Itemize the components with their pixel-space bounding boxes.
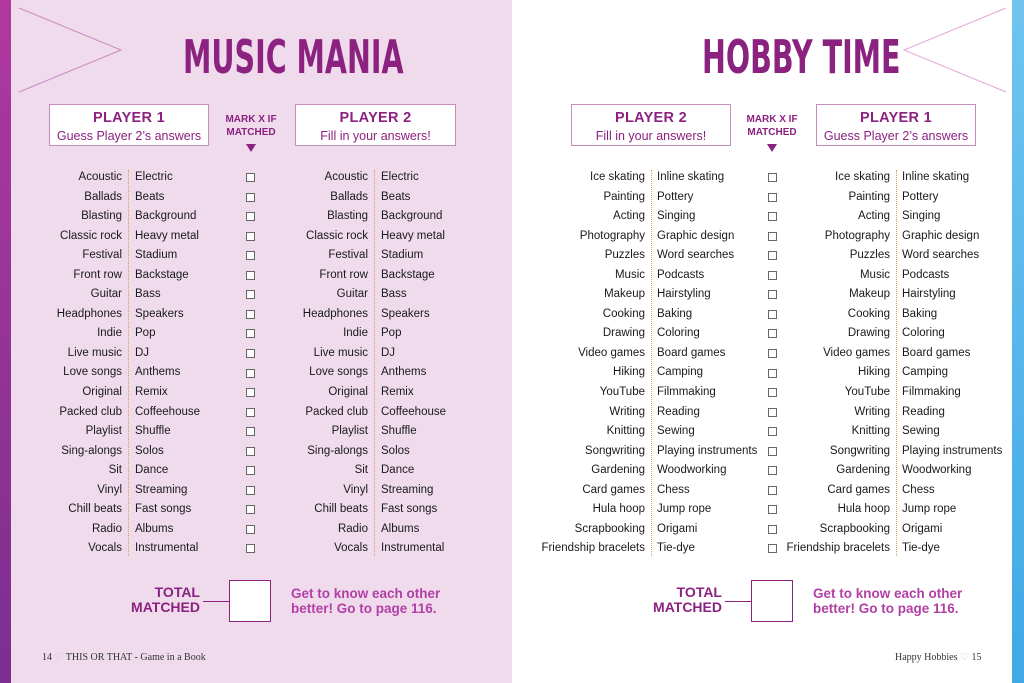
match-checkbox[interactable] <box>246 505 255 514</box>
player-2-right-options <box>381 168 481 559</box>
option-text: Sit <box>108 464 122 477</box>
player-instructions: Guess Player 2’s answers <box>823 129 969 143</box>
option-text: Acting <box>858 210 890 223</box>
match-checkbox[interactable] <box>768 427 777 436</box>
option-text: Vocals <box>334 542 368 555</box>
option-text: Sit <box>354 464 368 477</box>
down-arrow-icon <box>246 144 256 152</box>
option-text: Acting <box>613 210 645 223</box>
option-text: Hula hoop <box>592 503 645 516</box>
option-text: Music <box>614 268 645 281</box>
mark-x-instruction <box>221 113 281 152</box>
option-text: Original <box>328 386 368 399</box>
player-heading: PLAYER 2 <box>615 110 687 126</box>
match-checkbox[interactable] <box>246 212 255 221</box>
player-1-right-options <box>902 168 1012 559</box>
option-divider <box>896 170 897 556</box>
page-reference-note <box>291 586 440 616</box>
option-text: Festival <box>328 249 368 262</box>
option-text: Photography <box>579 229 645 242</box>
option-text: Inline skating <box>657 171 725 183</box>
option-text: Live music <box>313 346 368 359</box>
option-text: Vinyl <box>343 483 368 496</box>
match-checkbox[interactable] <box>768 290 777 299</box>
option-text: Acoustic <box>78 171 122 183</box>
option-text: Guitar <box>90 288 122 301</box>
total-matched-box[interactable] <box>751 580 793 622</box>
mark-line-2: MATCHED <box>226 127 276 138</box>
page-reference-note <box>813 586 962 616</box>
match-checkbox[interactable] <box>246 290 255 299</box>
match-checkbox[interactable] <box>246 544 255 553</box>
match-checkbox[interactable] <box>768 447 777 456</box>
match-checkbox[interactable] <box>768 232 777 241</box>
option-text: Singing <box>657 210 696 223</box>
match-checkbox[interactable] <box>768 271 777 280</box>
right-page <box>512 0 1024 683</box>
option-text: Writing <box>609 405 645 418</box>
option-text: Podcasts <box>657 268 705 281</box>
option-text: Music <box>859 268 890 281</box>
option-text: Camping <box>902 366 949 379</box>
option-text: Coffeehouse <box>381 405 447 418</box>
total-line-1: TOTAL <box>154 584 200 600</box>
option-text: Fast songs <box>135 503 192 516</box>
option-text: Remix <box>381 386 414 399</box>
option-text: Anthems <box>381 366 427 379</box>
option-text: Card games <box>582 483 645 496</box>
option-text: Sewing <box>902 425 940 438</box>
option-text: Word searches <box>657 249 735 262</box>
option-text: Shuffle <box>135 425 171 438</box>
player-1-left-options <box>777 168 890 559</box>
option-text: Solos <box>381 444 410 457</box>
left-page-edge <box>0 0 11 683</box>
option-text: Knitting <box>851 425 890 438</box>
total-matched-label <box>632 585 722 615</box>
option-text: Video games <box>823 346 890 359</box>
pennant-decoration-right <box>899 0 1014 100</box>
option-text: Tie-dye <box>902 542 940 555</box>
total-matched-label <box>110 585 200 615</box>
option-text: Indie <box>97 327 122 340</box>
option-text: Word searches <box>902 249 980 262</box>
player-2-box <box>295 104 456 146</box>
option-text: Pop <box>135 327 156 340</box>
option-text: Blasting <box>327 210 368 223</box>
option-text: Pop <box>381 327 402 340</box>
note-line-2: better! Go to page 116. <box>291 601 437 616</box>
option-text: Shuffle <box>381 425 417 438</box>
option-text: Singing <box>902 210 941 223</box>
match-checkbox[interactable] <box>246 232 255 241</box>
option-text: Stadium <box>381 249 424 262</box>
option-text: Blasting <box>81 210 122 223</box>
option-text: Festival <box>82 249 122 262</box>
total-line-2: MATCHED <box>653 599 722 615</box>
book-title: THIS OR THAT - Game in a Book <box>65 652 206 663</box>
option-text: Cooking <box>847 307 890 320</box>
option-text: Ballads <box>330 190 368 203</box>
option-text: Tie-dye <box>657 542 695 555</box>
option-text: Headphones <box>302 307 368 320</box>
option-text: DJ <box>381 346 396 359</box>
player-1-right-options <box>135 168 225 559</box>
note-line-1: Get to know each other <box>813 586 963 601</box>
option-text: Front row <box>73 268 122 281</box>
match-checkbox[interactable] <box>768 544 777 553</box>
option-text: Reading <box>902 405 945 418</box>
option-text: Sing-alongs <box>307 444 368 457</box>
mark-line-2: MATCHED <box>747 127 797 138</box>
match-checkbox[interactable] <box>768 388 777 397</box>
option-text: Beats <box>135 190 165 203</box>
player-heading: PLAYER 1 <box>860 110 932 126</box>
option-text: Packed club <box>305 405 368 418</box>
option-text: Electric <box>135 171 173 183</box>
option-text: Bass <box>135 288 161 301</box>
match-checkbox[interactable] <box>246 427 255 436</box>
total-matched-box[interactable] <box>229 580 271 622</box>
note-line-1: Get to know each other <box>291 586 441 601</box>
player-2-left-options <box>532 168 645 559</box>
pennant-decoration-left <box>11 0 126 100</box>
option-text: Cooking <box>602 307 645 320</box>
option-text: Woodworking <box>902 464 972 477</box>
heart-icon: ♡ <box>54 652 64 663</box>
option-text: Graphic design <box>902 229 980 242</box>
option-text: Board games <box>902 346 971 359</box>
match-checkbox[interactable] <box>768 486 777 495</box>
page-number: 14 <box>42 652 52 663</box>
option-text: Coffeehouse <box>135 405 201 418</box>
option-text: Instrumental <box>135 542 199 555</box>
match-checkbox[interactable] <box>246 486 255 495</box>
option-text: Scrapbooking <box>574 522 645 535</box>
option-divider <box>651 170 652 556</box>
option-text: Playing instruments <box>902 444 1003 457</box>
option-text: Radio <box>91 522 122 535</box>
mark-line-1: MARK X IF <box>225 114 277 125</box>
option-text: YouTube <box>599 386 645 399</box>
option-text: Indie <box>343 327 368 340</box>
option-text: Love songs <box>63 366 122 379</box>
option-text: Heavy metal <box>381 229 445 242</box>
option-text: Drawing <box>847 327 890 340</box>
match-checkbox[interactable] <box>246 271 255 280</box>
option-text: Songwriting <box>829 444 890 457</box>
page-footer <box>42 652 206 663</box>
option-divider <box>128 170 129 556</box>
option-text: Beats <box>381 190 411 203</box>
option-text: Coloring <box>902 327 945 340</box>
match-checkbox[interactable] <box>768 505 777 514</box>
option-text: Gardening <box>836 464 890 477</box>
match-checkbox[interactable] <box>768 349 777 358</box>
option-text: Packed club <box>59 405 122 418</box>
option-text: Anthems <box>135 366 181 379</box>
option-text: Sewing <box>657 425 695 438</box>
option-text: Fast songs <box>381 503 438 516</box>
option-text: Remix <box>135 386 168 399</box>
down-arrow-icon <box>767 144 777 152</box>
option-text: Speakers <box>381 307 430 320</box>
option-text: Inline skating <box>902 171 970 183</box>
match-checkbox[interactable] <box>246 349 255 358</box>
option-text: Filmmaking <box>902 386 961 399</box>
option-text: Vocals <box>88 542 122 555</box>
player-1-box <box>49 104 209 146</box>
option-text: Hairstyling <box>902 288 956 301</box>
option-text: Drawing <box>602 327 645 340</box>
player-instructions: Fill in your answers! <box>595 129 707 143</box>
option-text: Scrapbooking <box>819 522 890 535</box>
option-text: Camping <box>657 366 704 379</box>
option-text: Origami <box>902 522 943 535</box>
option-text: Streaming <box>381 483 434 496</box>
option-text: Makeup <box>604 288 645 301</box>
right-page-edge <box>1012 0 1024 683</box>
option-text: Headphones <box>56 307 122 320</box>
match-checkbox[interactable] <box>246 447 255 456</box>
player-2-left-options <box>268 168 368 559</box>
chapter-title: Happy Hobbies <box>895 652 958 663</box>
player-2-right-options <box>657 168 762 559</box>
option-text: Podcasts <box>902 268 950 281</box>
match-checkbox[interactable] <box>768 408 777 417</box>
match-checkbox[interactable] <box>246 525 255 534</box>
match-checkbox[interactable] <box>768 310 777 319</box>
option-text: Love songs <box>309 366 368 379</box>
option-text: Playing instruments <box>657 444 758 457</box>
page-title: HOBBY TIME <box>702 30 901 84</box>
match-checkbox[interactable] <box>768 525 777 534</box>
option-text: Classic rock <box>306 229 368 242</box>
option-text: Classic rock <box>60 229 122 242</box>
match-checkbox[interactable] <box>246 408 255 417</box>
option-text: Ice skating <box>590 171 645 183</box>
option-text: Chill beats <box>314 503 368 516</box>
option-text: Stadium <box>135 249 178 262</box>
option-text: Chess <box>902 483 935 496</box>
option-text: Woodworking <box>657 464 727 477</box>
option-text: Radio <box>337 522 368 535</box>
match-checkbox[interactable] <box>246 193 255 202</box>
option-text: Speakers <box>135 307 184 320</box>
page-number: 15 <box>971 652 982 663</box>
total-connector-line <box>725 601 752 602</box>
option-text: Ice skating <box>835 171 890 183</box>
option-text: Jump rope <box>657 503 712 516</box>
note-line-2: better! Go to page 116. <box>813 601 959 616</box>
option-text: Dance <box>381 464 415 477</box>
option-text: Albums <box>381 522 420 535</box>
option-text: Graphic design <box>657 229 735 242</box>
option-text: Video games <box>578 346 645 359</box>
option-text: Sing-alongs <box>61 444 122 457</box>
option-text: YouTube <box>844 386 890 399</box>
option-text: Hairstyling <box>657 288 711 301</box>
option-text: Ballads <box>84 190 122 203</box>
option-text: Original <box>82 386 122 399</box>
option-text: Streaming <box>135 483 188 496</box>
match-checkbox[interactable] <box>246 173 255 182</box>
match-checkbox[interactable] <box>768 329 777 338</box>
option-text: Acoustic <box>324 171 368 183</box>
player-heading: PLAYER 2 <box>339 110 412 126</box>
option-text: Background <box>135 210 197 223</box>
option-text: Baking <box>657 307 693 320</box>
option-text: Solos <box>135 444 164 457</box>
total-line-1: TOTAL <box>676 584 722 600</box>
match-checkbox[interactable] <box>768 193 777 202</box>
option-text: Hiking <box>858 366 890 379</box>
option-text: Playlist <box>85 425 122 438</box>
match-checkbox[interactable] <box>768 212 777 221</box>
total-line-2: MATCHED <box>131 599 200 615</box>
option-text: Background <box>381 210 443 223</box>
mark-line-1: MARK X IF <box>746 114 798 125</box>
option-text: Painting <box>848 190 890 203</box>
option-text: Chess <box>657 483 690 496</box>
option-text: Puzzles <box>604 249 645 262</box>
option-text: Painting <box>603 190 645 203</box>
player-1-box <box>816 104 976 146</box>
option-text: Hula hoop <box>837 503 890 516</box>
match-checkbox[interactable] <box>246 369 255 378</box>
option-text: Backstage <box>381 268 435 281</box>
match-checkbox[interactable] <box>246 466 255 475</box>
player-1-left-options <box>22 168 122 559</box>
option-text: Pottery <box>902 190 939 203</box>
option-text: Origami <box>657 522 698 535</box>
option-text: Board games <box>657 346 726 359</box>
option-text: Backstage <box>135 268 189 281</box>
page-title: MUSIC MANIA <box>183 30 404 84</box>
option-text: Friendship bracelets <box>786 542 890 555</box>
match-checkbox[interactable] <box>768 369 777 378</box>
option-text: Guitar <box>336 288 368 301</box>
option-text: Writing <box>854 405 890 418</box>
heart-icon: ♡ <box>960 652 969 663</box>
total-connector-line <box>203 601 230 602</box>
option-text: Front row <box>319 268 368 281</box>
option-text: Pottery <box>657 190 694 203</box>
match-checkbox[interactable] <box>768 466 777 475</box>
page-footer <box>895 652 981 663</box>
option-text: Card games <box>827 483 890 496</box>
match-checkbox[interactable] <box>246 329 255 338</box>
option-text: Playlist <box>331 425 368 438</box>
option-text: Filmmaking <box>657 386 716 399</box>
option-text: Hiking <box>613 366 645 379</box>
match-checkbox[interactable] <box>768 251 777 260</box>
option-text: Coloring <box>657 327 700 340</box>
match-checkbox[interactable] <box>246 310 255 319</box>
option-text: Friendship bracelets <box>541 542 645 555</box>
option-text: Bass <box>381 288 407 301</box>
player-instructions: Guess Player 2’s answers <box>56 129 202 143</box>
option-text: Songwriting <box>584 444 645 457</box>
player-heading: PLAYER 1 <box>93 110 165 126</box>
option-text: Albums <box>135 522 174 535</box>
mark-x-instruction <box>742 113 802 152</box>
option-text: Baking <box>902 307 938 320</box>
option-text: Chill beats <box>68 503 122 516</box>
option-text: Electric <box>381 171 419 183</box>
match-checkbox[interactable] <box>246 388 255 397</box>
match-checkbox[interactable] <box>768 173 777 182</box>
option-text: Reading <box>657 405 700 418</box>
option-text: Puzzles <box>849 249 890 262</box>
option-text: Knitting <box>606 425 645 438</box>
option-text: Heavy metal <box>135 229 199 242</box>
player-instructions: Fill in your answers! <box>320 129 431 143</box>
option-text: Jump rope <box>902 503 957 516</box>
player-2-box <box>571 104 731 146</box>
option-text: DJ <box>135 346 150 359</box>
match-checkbox[interactable] <box>246 251 255 260</box>
option-text: Dance <box>135 464 169 477</box>
option-text: Live music <box>67 346 122 359</box>
option-text: Instrumental <box>381 542 445 555</box>
option-text: Photography <box>824 229 890 242</box>
option-text: Gardening <box>591 464 645 477</box>
option-text: Vinyl <box>97 483 122 496</box>
option-text: Makeup <box>849 288 890 301</box>
option-divider <box>374 170 375 556</box>
